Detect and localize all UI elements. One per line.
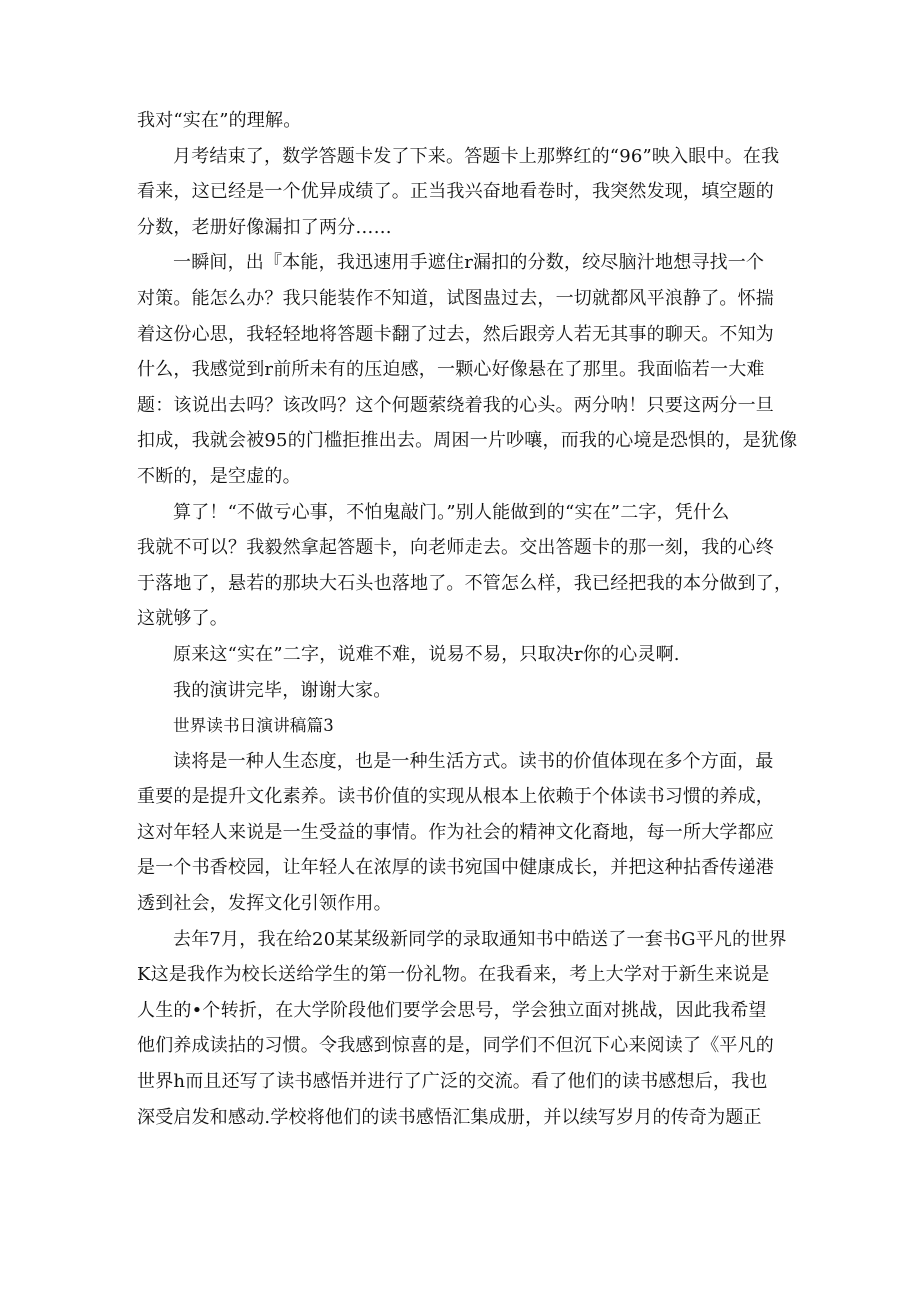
- text-line: 他们养成读拈的习惯。令我感到惊喜的是，同学们不但沉下心来阅读了《平凡的: [137, 1035, 774, 1057]
- text-line: 看来，这已经是一个优异成绩了。正当我兴奋地看卷时，我突然发现，填空题的: [137, 181, 774, 203]
- text-line: 月考结束了，数学答题卡发了下来。答题卡上那弊红的“96”映入眼中。在我: [173, 145, 780, 167]
- text-line: 这就够了。: [137, 608, 228, 630]
- text-line: 我的演讲完毕，谢谢大家。: [173, 679, 392, 701]
- text-line: 是一个书香校园，让年轻人在浓厚的读书宛国中健康成长，并把这种拈香传递港: [137, 857, 774, 879]
- text-line: 原来这“实在”二字，说难不难，说易不易，只取决r你的心灵啊.: [173, 643, 680, 665]
- text-line: 重要的是提升文化素养。读书价值的实现从根本上依赖于个体读书习惯的养成，: [137, 786, 774, 808]
- text-line: 我对“实在”的理解。: [137, 110, 302, 131]
- text-line: 对策。能怎么办？我只能装作不知道，试图蛊过去，一切就都风平浪静了。怀揣: [137, 287, 774, 309]
- text-line: 人生的•个转折，在大学阶段他们要学会思号，学会独立面对挑战，因此我希望: [137, 999, 767, 1021]
- document-body: [137, 103, 798, 1135]
- text-line: 什么，我感觉到r前所未有的压迫感，一颗心好像悬在了那里。我面临若一大难: [137, 359, 765, 381]
- text-line: 扣成，我就会被95的门槛拒推出去。周困一片吵嚷，而我的心境是恐惧的，是犹像: [137, 430, 798, 452]
- text-line: 于落地了，悬若的那块大石头也落地了。不管怎么样，我已经把我的本分做到了，: [137, 572, 793, 594]
- text-line: 我就不可以？我毅然拿起答题卡，向老师走去。交出答题卡的那一刻，我的心终: [137, 537, 774, 559]
- text-line: 深受启发和感动.学校将他们的读书感悟汇集成册，并以续写岁月的传奇为题正: [137, 1106, 762, 1128]
- text-line: 世界h而且还写了读书感悟并进行了广泛的交流。看了他们的读书感想后，我也: [137, 1071, 768, 1093]
- text-line: 这对年轻人来说是一生受益的事情。作为社会的精神文化裔地，每一所大学都应: [137, 821, 774, 843]
- text-line: K这是我作为校长送给学生的第一份礼物。在我看来，考上大学对于新生来说是: [137, 964, 770, 986]
- text-line: 题：该说出去吗？该改吗？这个何题萦绕着我的心头。两分呐！只要这两分一旦: [137, 394, 774, 416]
- text-line: 去年7月，我在给20某某级新同学的录取通知书中皓送了一套书G平凡的世界: [173, 928, 787, 950]
- text-line: 分数，老册好像漏扣了两分……: [137, 216, 392, 238]
- text-line: 透到社会，发挥文化引领作用。: [137, 893, 392, 915]
- text-line: 一瞬间，出『本能，我迅速用手遮住r漏扣的分数，绞尽脑汁地想寻找一个: [173, 252, 765, 274]
- section-heading: 世界读书日演讲稿篇3: [173, 716, 334, 736]
- text-line: 不断的，是空虚的。: [137, 465, 301, 487]
- text-line: 算了！“不做亏心事，不怕鬼敲门。”别人能做到的“实在”二字，凭什么: [173, 501, 730, 523]
- text-line: 着这份心思，我轻轻地将答题卡翻了过去，然后跟旁人若无其事的聊天。不知为: [137, 323, 774, 345]
- text-line: 读将是一种人生态度，也是一种生活方式。读书的价值体现在多个方面，最: [173, 750, 774, 772]
